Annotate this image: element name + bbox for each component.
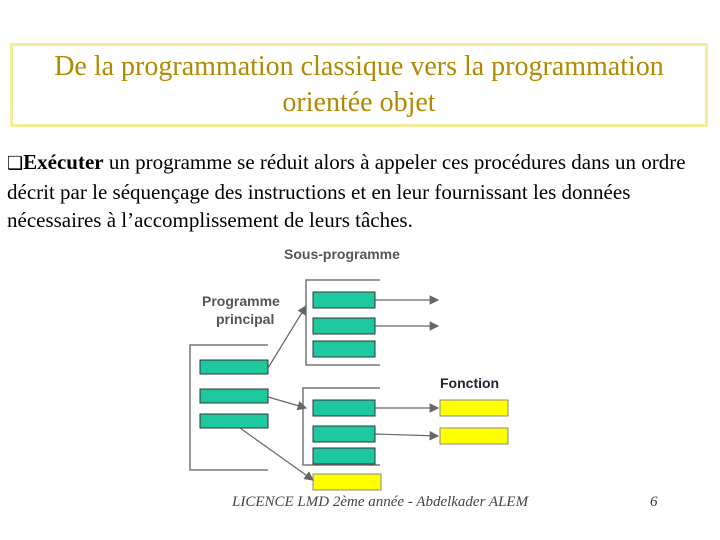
label-main-program-line1: Programme xyxy=(202,293,280,309)
function-block-2 xyxy=(440,428,508,444)
main-block-3 xyxy=(200,414,268,428)
slide-title: De la programmation classique vers la programmation orientée objet xyxy=(54,51,664,118)
main-block-1 xyxy=(200,360,268,374)
checkbox-bullet-icon: ❑ xyxy=(7,153,24,174)
arrow-main-to-sub2 xyxy=(268,397,306,408)
arrow-sub2-to-func2 xyxy=(375,434,438,436)
label-subprogram: Sous-programme xyxy=(284,246,400,262)
sub2-block-2 xyxy=(313,426,375,442)
function-block-1 xyxy=(440,400,508,416)
sub2-block-1 xyxy=(313,400,375,416)
bullet-rest: un programme se réduit alors à appeler ces procédures dans un ordre décrit par le séquençage des instructions et en leur fournissant les données nécessaires à l’accomplissement de leurs tâches. xyxy=(7,150,686,232)
sub2-block-3 xyxy=(313,448,375,464)
footer-text: LICENCE LMD 2ème année - Abdelkader ALEM xyxy=(232,494,529,510)
sub-block-2 xyxy=(313,318,375,334)
label-function: Fonction xyxy=(440,375,500,391)
function-block-3 xyxy=(313,474,381,490)
page-number: 6 xyxy=(650,494,658,510)
arrow-main-to-func3 xyxy=(240,428,313,480)
label-main-program-line2: principal xyxy=(216,311,275,327)
sub-block-3 xyxy=(313,341,375,357)
main-block-2 xyxy=(200,389,268,403)
bullet-lead: Exécuter xyxy=(23,150,104,174)
sub-block-1 xyxy=(313,292,375,308)
